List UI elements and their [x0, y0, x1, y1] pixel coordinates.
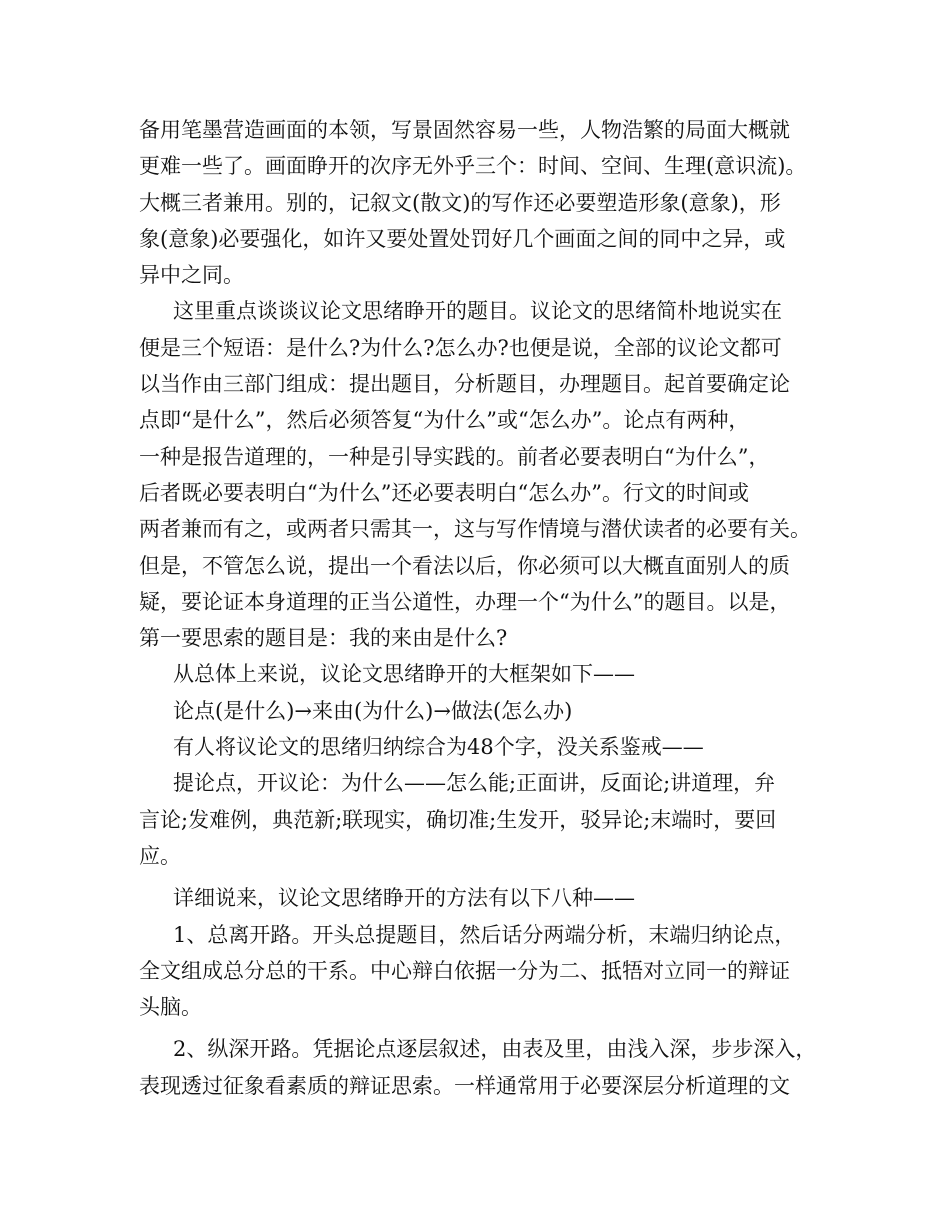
- text-line: 提论点，开议论：为什么——怎么能;正面讲，反面论;讲道理，弁: [173, 771, 776, 796]
- text-line: 全文组成总分总的干系。中心辩白依据一分为二、抵牾对立同一的辩证: [139, 958, 790, 983]
- text-line: 论点(是什么)→来由(为什么)→做法(怎么办): [173, 698, 573, 723]
- text-line: 2、纵深开路。凭据论点逐层叙述，由表及里，由浅入深，步步深入，: [173, 1037, 817, 1062]
- text-line: 异中之同。: [139, 263, 244, 288]
- text-line: 但是，不管怎么说，提出一个看法以后，你必须可以大概直面别人的质: [139, 553, 790, 578]
- text-line: 一种是报告道理的，一种是引导实践的。前者必要表明白“为什么”，: [139, 444, 770, 469]
- text-line: 言论;发难例，典范新;联现实，确切准;生发开，驳异论;末端时，要回: [139, 807, 777, 832]
- text-line: 有人将议论文的思绪归纳综合为48个字，没关系鉴戒——: [173, 735, 704, 760]
- text-line: 第一要思索的题目是：我的来由是什么?: [139, 626, 508, 651]
- text-line: 象(意象)必要强化，如许又要处置处罚好几个画面之间的同中之异，或: [139, 226, 786, 251]
- text-line: 这里重点谈谈议论文思绪睁开的题目。议论文的思绪简朴地说实在: [173, 299, 782, 324]
- text-line: 从总体上来说，议论文思绪睁开的大框架如下——: [173, 662, 635, 687]
- text-line: 表现透过征象看素质的辩证思索。一样通常用于必要深层分析道理的文: [139, 1073, 790, 1098]
- text-line: 后者既必要表明白“为什么”还必要表明白“怎么办”。行文的时间或: [139, 480, 749, 505]
- text-line: 疑，要论证本身道理的正当公道性，办理一个“为什么”的题目。以是，: [139, 589, 791, 614]
- text-line: 以当作由三部门组成：提出题目，分析题目，办理题目。起首要确定论: [139, 372, 790, 397]
- text-line: 大概三者兼用。别的，记叙文(散文)的写作还必要塑造形象(意象)，形: [139, 190, 781, 215]
- text-line: 备用笔墨营造画面的本领，写景固然容易一些，人物浩繁的局面大概就: [139, 118, 790, 142]
- text-line: 头脑。: [139, 995, 202, 1020]
- document-body: [139, 112, 829, 1104]
- text-line: 更难一些了。画面睁开的次序无外乎三个：时间、空间、生理(意识流)。: [139, 154, 807, 179]
- text-line: 点即“是什么”，然后必须答复“为什么”或“怎么办”。论点有两种，: [139, 408, 750, 433]
- text-line: 详细说来，议论文思绪睁开的方法有以下八种——: [173, 886, 635, 911]
- text-line: 1、总离开路。开头总提题目，然后话分两端分析，末端归纳论点，: [173, 922, 796, 947]
- text-line: 应。: [139, 843, 181, 868]
- text-line: 便是三个短语：是什么?为什么?怎么办?也便是说，全部的议论文都可: [139, 335, 782, 360]
- text-line: 两者兼而有之，或两者只需其一，这与写作情境与潜伏读者的必要有关。: [139, 517, 811, 542]
